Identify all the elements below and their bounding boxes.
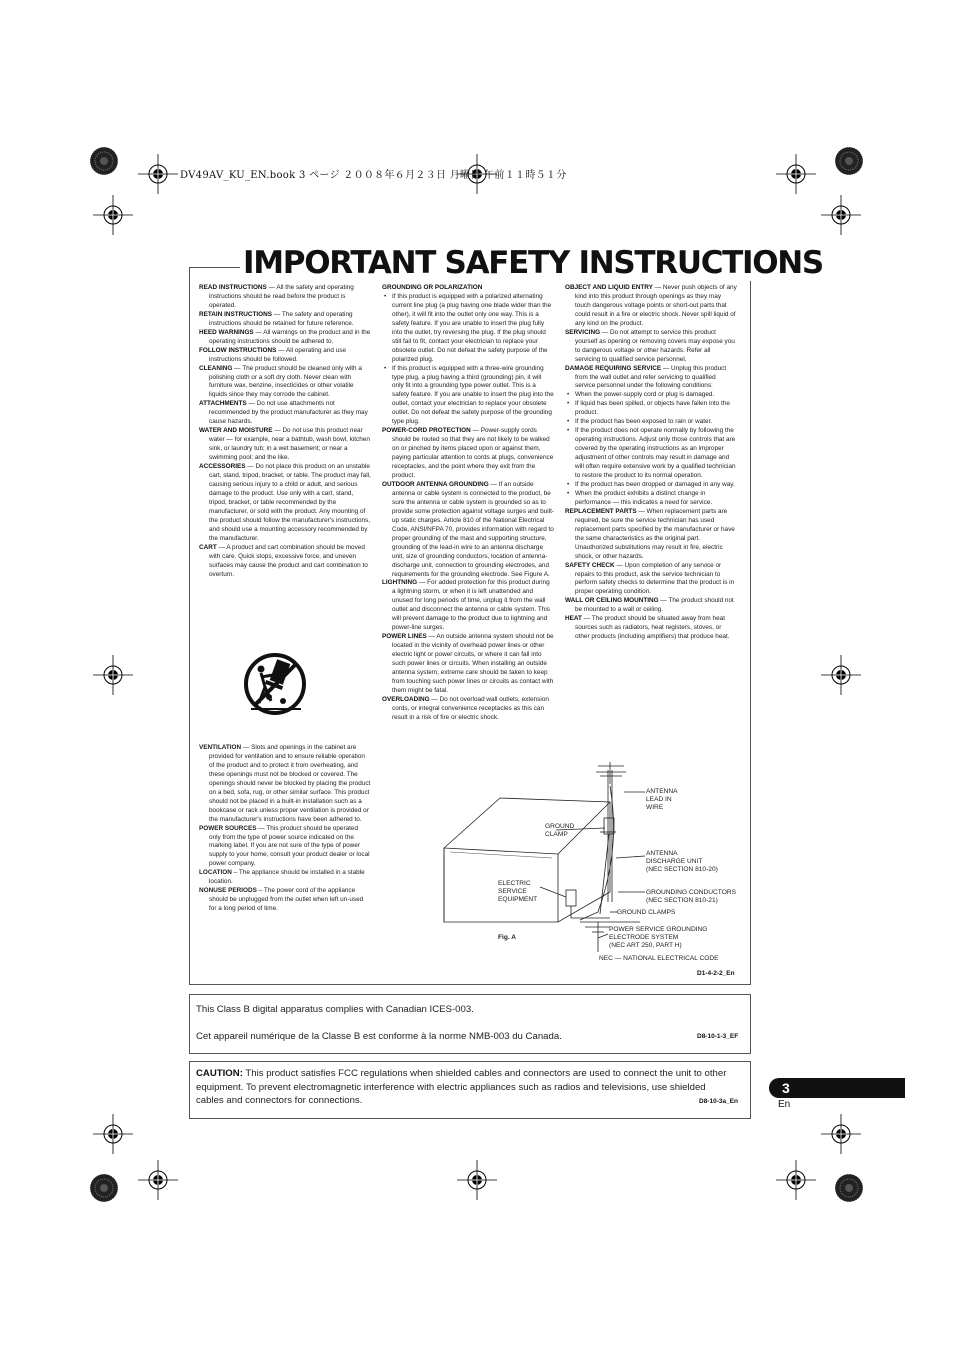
label-ground-clamps: GROUND CLAMPS	[617, 909, 676, 916]
list-item: • If the product has been exposed to rain or water.	[565, 418, 737, 427]
section-servicing: SERVICING — Do not attempt to service this product yourself as opening or removing covers may expose you to dangerous voltage or other hazards. Refer all servicing to qualified service personnel.	[565, 328, 735, 363]
reference-code: D1-4-2-2_En	[697, 970, 735, 977]
column-2	[382, 284, 554, 723]
book-header-line: DV49AV_KU_EN.book 3 ページ ２００８年６月２３日 月曜日 午前１１時５１分	[180, 170, 567, 181]
section-nonuse: NONUSE PERIODS – The power cord of the appliance should be unplugged from the outlet when left un-used for a long period of time.	[199, 887, 364, 913]
section-location: LOCATION – The appliance should be installed in a stable location.	[199, 869, 365, 886]
section-grounding-title: GROUNDING OR POLARIZATION	[382, 284, 483, 291]
section-wall-mounting: WALL OR CEILING MOUNTING — The product should not be mounted to a wall or ceiling.	[565, 597, 734, 614]
section-power-sources: POWER SOURCES — This product should be operated only from the type of power source indicated on the marking label. If you are not sure of the type of power supply to your home, consult your product dealer or local power company.	[199, 824, 370, 868]
damage-list	[565, 391, 737, 507]
cart-tipover-warning-icon	[243, 647, 307, 719]
grounding-list	[382, 293, 554, 427]
section-lightning: LIGHTNING — For added protection for this product during a lightning storm, or when it is left unattended and unused for long periods of time, unplug it from the wall outlet and disconnect the antenna or cable system. This will prevent damage to the product due to lightning and power-line surges.	[382, 579, 550, 632]
canada-compliance-box	[189, 994, 751, 1054]
section-retain: RETAIN INSTRUCTIONS — The safety and operating instructions should be retained for future reference.	[199, 310, 354, 327]
list-item: • If liquid has been spilled, or objects have fallen into the product.	[565, 400, 737, 418]
section-outdoor-antenna: OUTDOOR ANTENNA GROUNDING — If an outside antenna or cable system is connected to the product, be sure the antenna or cable system is grounded so as to provide some protection against voltage surges and built-up static charges. Article 810 of the National Electrical Code, ANSI/NFPA 70, provides information with regard to proper grounding of the mast and supporting structure, grounding of the lead-in wire to an antenna discharge unit, size of grounding conductors, location of antenna-discharge unit, connection to grounding electrodes, and requirements for the grounding electrode. See Figure A.	[382, 480, 554, 578]
page-title: IMPORTANT SAFETY INSTRUCTIONS	[240, 245, 826, 281]
column-1	[199, 284, 371, 579]
section-follow: FOLLOW INSTRUCTIONS — All operating and use instructions should be followed.	[199, 346, 347, 363]
list-item: • When the power-supply cord or plug is damaged.	[565, 391, 737, 400]
section-safety-check: SAFETY CHECK — Upon completion of any service or repairs to this product, ask the service technician to perform safety checks to determine that the product is in proper operating condition.	[565, 561, 735, 596]
section-heat: HEAT — The product should be situated away from heat sources such as radiators, heat registers, stoves, or other products (including amplifiers) that produce heat.	[565, 615, 730, 641]
section-ventilation: VENTILATION — Slots and openings in the cabinet are provided for ventilation and to ensure reliable operation of the product and to protect it from overheating, and these openings must not be blocked or covered. The openings should never be blocked by placing the product on a bed, sofa, rug, or other similar surface. This product should not be placed in a built-in installation such as a bookcase or rack unless proper ventilation is provided or the manufacturer's instructions have been adhered to.	[199, 744, 371, 823]
section-read: READ INSTRUCTIONS — All the safety and operating instructions should be read before the product is operated.	[199, 284, 354, 309]
page-language: En	[778, 1099, 791, 1110]
section-accessories: ACCESSORIES — Do not place this product on an unstable cart, stand, tripod, bracket, or table. The product may fall, causing serious injury to a child or adult, and serious damage to the product. Use only with a cart, stand, tripod, bracket, or table recommended by the manufacturer, or sold with the product. Any mounting of the product should follow the manufacturer's instructions, and should use a mounting accessory recommended by the manufacturer.	[199, 463, 371, 542]
list-item: • If the product has been dropped or damaged in any way.	[565, 481, 737, 490]
label-ground-clamp: GROUND CLAMP	[545, 823, 575, 838]
list-item: • If this product is equipped with a three-wire grounding type plug, a plug having a third (grounding) pin, it will only fit into a grounding type power outlet. This is a safety feature. If you are unable to insert the plug into the outlet, contact your electrician to replace your obsolete outlet. Do not defeat the safety purpose of the grounding type plug.	[382, 365, 554, 428]
canada-en-text: This Class B digital apparatus complies with Canadian ICES-003.	[196, 1004, 474, 1015]
caution-text: CAUTION: This product satisfies FCC regulations when shielded cables and connectors are used to connect the unit to other equipment. To prevent electromagnetic interference with electric appliances such as radios and televisions, use shielded cables and connectors for connections.	[196, 1068, 727, 1107]
label-electrode-system: POWER SERVICE GROUNDING ELECTRODE SYSTEM (NEC ART 250, PART H)	[609, 926, 708, 949]
canada-fr-text: Cet appareil numérique de la Classe B est conforme à la norme NMB-003 du Canada.	[196, 1031, 562, 1042]
section-power-cord: POWER-CORD PROTECTION — Power-supply cords should be routed so that they are not likely to be walked on or pinched by items placed upon or against them, paying particular attention to cords at plugs, convenience receptacles, and the point where they exit from the product.	[382, 427, 554, 480]
section-cart: CART — A product and cart combination should be moved with care. Quick stops, excessive force, and uneven surfaces may cause the product and cart combination to overturn.	[199, 543, 368, 578]
figure-caption: Fig. A	[498, 934, 517, 941]
section-overloading: OVERLOADING — Do not overload wall outlets, extension cords, or integral convenience receptacles as this can result in a risk of fire or electric shock.	[382, 695, 549, 721]
list-item: • When the product exhibits a distinct change in performance — this indicates a need for service.	[565, 490, 737, 508]
section-cleaning: CLEANING — The product should be cleaned only with a polishing cloth or a soft dry cloth. Never clean with furniture wax, benzine, insecticides or other volatile liquids since they may corrode the cabinet.	[199, 364, 362, 399]
caution-label: CAUTION:	[196, 1068, 243, 1079]
label-nec: NEC — NATIONAL ELECTRICAL CODE	[599, 955, 719, 962]
column-1-lower	[199, 744, 371, 914]
label-electric-service: ELECTRIC SERVICE EQUIPMENT	[498, 880, 538, 903]
section-replacement: REPLACEMENT PARTS — When replacement parts are required, be sure the service technician has used replacement parts specified by the manufacturer or have the same characteristics as the original part. Unauthorized substitutions may result in fire, electric shock, or other hazards.	[565, 507, 735, 560]
section-object-liquid: OBJECT AND LIQUID ENTRY — Never push objects of any kind into this product through openings as they may touch dangerous voltage points or short-out parts that could result in a fire or electric shock. Never spill liquid of any kind on the product.	[565, 284, 737, 327]
caution-ref-code: D8-10-3a_En	[699, 1098, 739, 1105]
label-antenna-lead-in: ANTENNA LEAD IN WIRE	[646, 788, 678, 811]
list-item: • If the product does not operate normally by following the operating instructions. Adjust only those controls that are covered by the operating instructions as an improper adjustment of other controls may result in damage and will often require extensive work by a qualified technician to restore the product to its normal operation.	[565, 427, 737, 481]
canada-ref-code: D8-10-1-3_EF	[697, 1033, 739, 1040]
page-number: 3	[782, 1080, 790, 1096]
section-power-lines: POWER LINES — An outside antenna system should not be located in the vicinity of overhead power lines or other electric light or power circuits, or where it can fall into such power lines or circuits. When installing an outside antenna system, extreme care should be taken to keep from touching such power lines or circuits as contact with them might be fatal.	[382, 633, 554, 694]
section-water: WATER AND MOISTURE — Do not use this product near water — for example, near a bathtub, wash bowl, kitchen sink, or laundry tub; in a wet basement; or near a swimming pool; and the like.	[199, 427, 370, 462]
list-item: • If this product is equipped with a polarized alternating current line plug (a plug having one blade wider than the other), it will fit into the outlet only one way. This is a safety feature. If you are unable to insert the plug fully into the outlet, try reversing the plug. If the plug should still fail to fit, contact your electrician to replace your obsolete outlet. Do not defeat the safety purpose of the polarized plug.	[382, 293, 554, 365]
label-discharge-unit: ANTENNA DISCHARGE UNIT (NEC SECTION 810-20)	[646, 850, 718, 873]
column-3	[565, 284, 737, 642]
section-heed: HEED WARNINGS — All warnings on the product and in the operating instructions should be adhered to.	[199, 328, 371, 345]
label-grounding-conductors: GROUNDING CONDUCTORS (NEC SECTION 810-21)	[646, 889, 736, 904]
section-attachments: ATTACHMENTS — Do not use attachments not recommended by the product manufacturer as they may cause hazards.	[199, 400, 368, 426]
section-damage: DAMAGE REQUIRING SERVICE — Unplug this product from the wall outlet and refer servicing to qualified service personnel under the following conditions:	[565, 364, 727, 390]
